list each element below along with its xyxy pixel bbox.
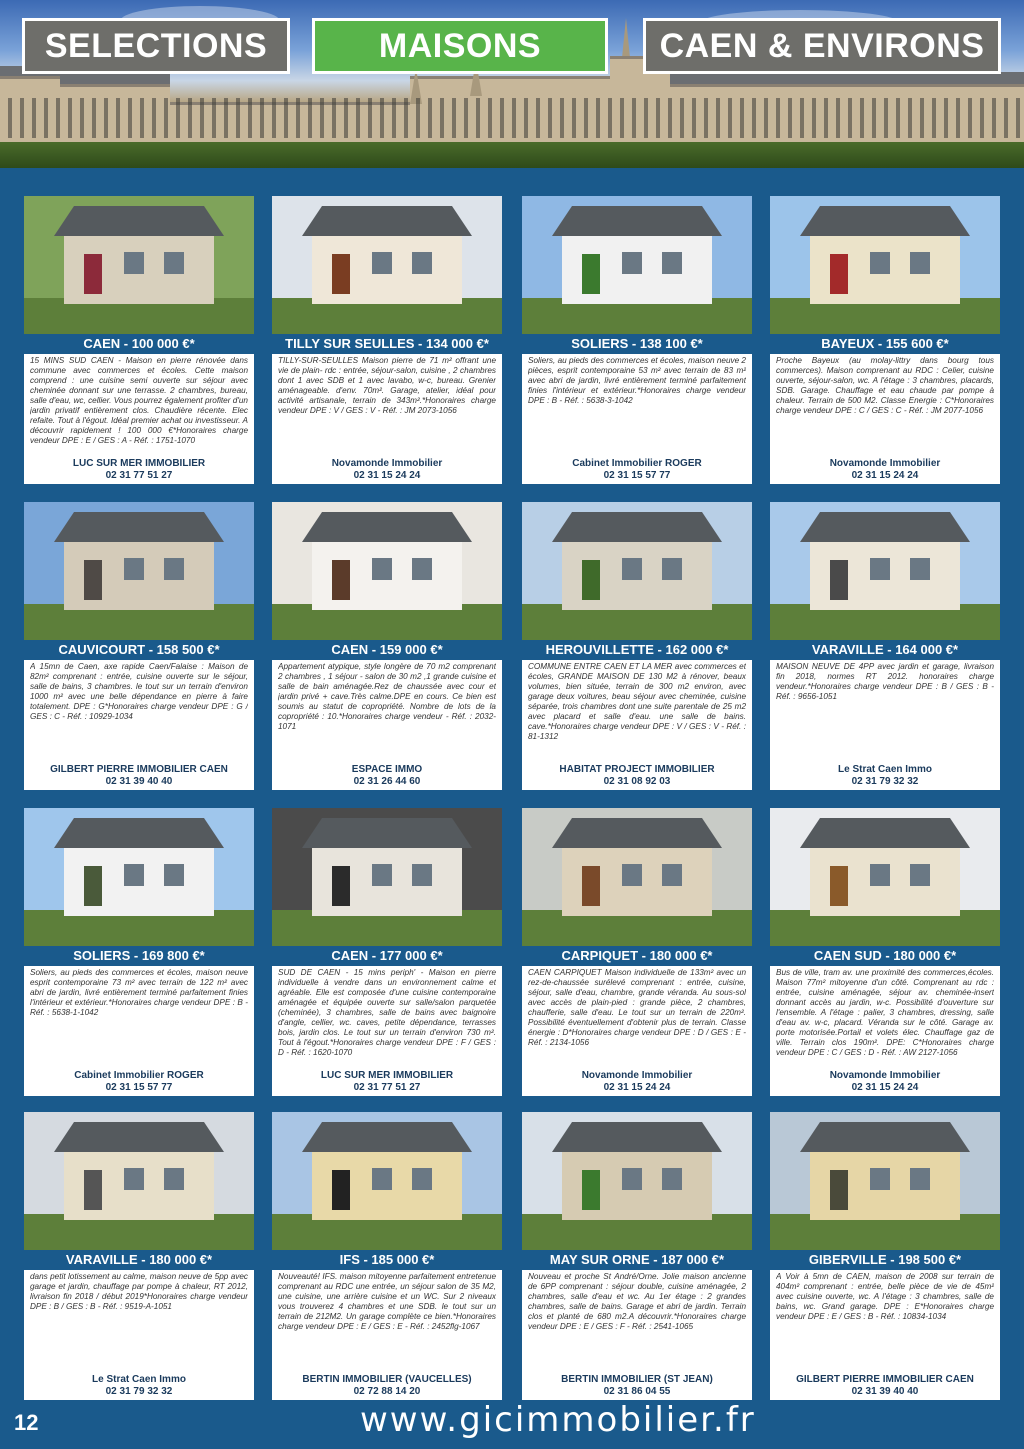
listing-title[interactable]: IFS - 185 000 €* — [272, 1250, 502, 1270]
listing-title[interactable]: TILLY SUR SEULLES - 134 000 €* — [272, 334, 502, 354]
listing-description: dans petit lotissement au calme, maison neuve de 5pp avec garage et jardin, chauffage par pompe à chaleur, RT 2012, livraison fin 2018 / début 2019*Honoraires charge vendeur DPE : B / GES : B - Réf. : 9519-A-1051 — [30, 1272, 248, 1311]
listing-agency: LUC SUR MER IMMOBILIER — [320, 1070, 454, 1081]
listing-agency: Novamonde Immobilier — [331, 458, 443, 469]
listing-card[interactable] — [522, 808, 752, 1096]
listing-description: A Voir à 5mn de CAEN, maison de 2008 sur terrain de 404m² comprenant : entrée, belle pièce de vie de 45m² avec cuisine ouverte, wc. A l'étage : 3 chambres, salle de bains, wc. Grand garage. DPE : E*Honoraires charge vendeur DPE : E / GES : B - Réf. : 10834-1034 — [776, 1272, 994, 1321]
listing-description: Bus de ville, tram av. une proximité des commerces,écoles. Maison 77m² mitoyenne d'un côté. Comprenant au rdc : entrée, cuisine aménagée, séjour av. cheminée-insert donnant accès au jardin, w-c. Possibilité d'ouverture sur l'ensemble. A l'étage : palier, 3 chambres, dressing, salle d'eau av. w-c, placard. Véranda sur le côté. Garage av. porte motorisée.Portail et volets élec. Chauffage gaz de ville. Terrain clos 190m². DPE: C*Honoraires charge vendeur DPE : C / GES : D - Réf. : AW 2127-1056 — [776, 968, 994, 1057]
listing-title[interactable]: MAY SUR ORNE - 187 000 €* — [522, 1250, 752, 1270]
listing-photo[interactable] — [522, 502, 752, 640]
listing-title[interactable]: SOLIERS - 138 100 €* — [522, 334, 752, 354]
listing-description: Soliers, au pieds des commerces et écoles, maison neuve esprit contemporaine 73 m² avec terrain de 122 m² avec abri de jardin, livré entièrement terminé parfaitement finies l'intérieur et extérieur.*Honoraires charge vendeur DPE : B - Réf. : 5638-1-1042 — [30, 968, 248, 1017]
listing-phone[interactable]: 02 31 26 44 60 — [353, 776, 421, 787]
listing-agency: Le Strat Caen Immo — [92, 1374, 186, 1385]
listing-card[interactable] — [522, 1112, 752, 1400]
listing-agency: Le Strat Caen Immo — [838, 764, 932, 775]
listing-title[interactable]: VARAVILLE - 164 000 €* — [770, 640, 1000, 660]
listing-title[interactable]: CAUVICOURT - 158 500 €* — [24, 640, 254, 660]
listing-description: Nouveau et proche St André/Orne. Jolie maison ancienne de 6PP comprenant : séjour double, cuisine aménagée, 2 chambres, salle d'eau et wc. Au 1er étage : 2 grandes chambres, salle de bains. Garage et abri de jardin. Terrain clos et planté de 680 m2.A découvrir.*Honoraires charge vendeur DPE : E / GES : F - Réf. : 2541-1065 — [528, 1272, 746, 1331]
listing-phone[interactable]: 02 72 88 14 20 — [353, 1386, 421, 1397]
listing-card[interactable] — [24, 502, 254, 790]
listing-agency: HABITAT PROJECT IMMOBILIER — [559, 764, 715, 775]
listing-title[interactable]: CAEN - 177 000 €* — [272, 946, 502, 966]
listing-phone[interactable]: 02 31 86 04 55 — [603, 1386, 671, 1397]
listing-photo[interactable] — [272, 808, 502, 946]
listing-card[interactable] — [770, 1112, 1000, 1400]
listing-photo[interactable] — [272, 502, 502, 640]
listing-agency: LUC SUR MER IMMOBILIER — [72, 458, 206, 469]
listing-title[interactable]: CAEN - 159 000 €* — [272, 640, 502, 660]
listing-phone[interactable]: 02 31 79 32 32 — [851, 776, 919, 787]
header-maisons-label: MAISONS — [312, 18, 608, 74]
listing-title[interactable]: VARAVILLE - 180 000 €* — [24, 1250, 254, 1270]
listing-phone[interactable]: 02 31 15 24 24 — [353, 470, 421, 481]
listing-photo[interactable] — [272, 1112, 502, 1250]
listing-description: Proche Bayeux (au molay-littry dans bourg tous commerces). Maison comprenant au RDC : Celier, cuisine ouverte, séjour-salon, wc. A l'étage : 3 chambres, placards, SDB. Garage. Chauffage et eau chaude par pompe à chaleur. Terrain de 500 M2. Classe Energie : C*Honoraires charge vendeur DPE : C / GES : C - Réf. : JM 2077-1056 — [776, 356, 994, 415]
listing-card[interactable] — [24, 1112, 254, 1400]
listing-agency: ESPACE IMMO — [351, 764, 423, 775]
listing-phone[interactable]: 02 31 15 57 77 — [105, 1082, 173, 1093]
listing-phone[interactable]: 02 31 79 32 32 — [105, 1386, 173, 1397]
listing-photo[interactable] — [24, 808, 254, 946]
listing-phone[interactable]: 02 31 77 51 27 — [353, 1082, 421, 1093]
listing-agency: Cabinet Immobilier ROGER — [572, 458, 702, 469]
listing-description: CAEN CARPIQUET Maison individuelle de 133m² avec un rez-de-chaussée surélevé comprenant : entrée, cuisine, séjour, salle d'eau, chambre, grande véranda. Au sous-sol avec accès de plain-pied : grande pièce, 2 chambres, chaufferie, salle d'eau. Le tout sur un terrain de 220m². Possibilité éventuellement d'obtenir plus de terrain. Classe énergie : D*Honoraires charge vendeur DPE : D / GES : E - Réf. : 2134-1056 — [528, 968, 746, 1047]
listing-agency: Novamonde Immobilier — [829, 1070, 941, 1081]
listing-card[interactable] — [770, 502, 1000, 790]
listing-title[interactable]: CAEN SUD - 180 000 €* — [770, 946, 1000, 966]
listing-photo[interactable] — [24, 196, 254, 334]
listing-card[interactable] — [272, 1112, 502, 1400]
listing-title[interactable]: SOLIERS - 169 800 €* — [24, 946, 254, 966]
listing-photo[interactable] — [770, 196, 1000, 334]
listing-photo[interactable] — [522, 196, 752, 334]
listing-photo[interactable] — [770, 808, 1000, 946]
listing-phone[interactable]: 02 31 39 40 40 — [105, 776, 173, 787]
listing-description: Appartement atypique, style longère de 70 m2 comprenant 2 chambres , 1 séjour - salon de 30 m2 ,1 grande cuisine et salle de bain aménagée.Rez de chaussée avec cour et jardin privé + cave.Très calme.DPE en cours. Ce bien est soumis au statut de copropriété. Nombre de lots de la copropriété : 10.*Honoraires charge vendeur - Réf. : 2032-1071 — [278, 662, 496, 731]
listing-agency: Novamonde Immobilier — [581, 1070, 693, 1081]
header-selections-label: SELECTIONS — [22, 18, 290, 74]
listing-title[interactable]: HEROUVILLETTE - 162 000 €* — [522, 640, 752, 660]
listing-phone[interactable]: 02 31 08 92 03 — [603, 776, 671, 787]
listing-agency: Novamonde Immobilier — [829, 458, 941, 469]
listing-card[interactable] — [272, 502, 502, 790]
listing-phone[interactable]: 02 31 15 24 24 — [851, 470, 919, 481]
listing-card[interactable] — [770, 196, 1000, 484]
listing-description: COMMUNE ENTRE CAEN ET LA MER avec commerces et écoles, GRANDE MAISON DE 130 M2 à rénover, beaux volumes, bien située, terrain de 300 m2 environ, avec garage deux voitures, beau séjour avec cheminée, cuisine séparée, trois chambres dont une suite parentale de 25 m2 avec placard et salle d'eau. une salle de bains. cave.*Honoraires charge vendeur DPE : V / GES : V - Réf. : 81-1312 — [528, 662, 746, 741]
listing-agency: GILBERT PIERRE IMMOBILIER CAEN — [50, 764, 228, 775]
listing-card[interactable] — [272, 808, 502, 1096]
listing-agency: BERTIN IMMOBILIER (ST JEAN) — [561, 1374, 713, 1385]
listing-photo[interactable] — [770, 1112, 1000, 1250]
listing-photo[interactable] — [770, 502, 1000, 640]
listing-photo[interactable] — [24, 1112, 254, 1250]
listing-title[interactable]: BAYEUX - 155 600 €* — [770, 334, 1000, 354]
listing-phone[interactable]: 02 31 15 57 77 — [603, 470, 671, 481]
listing-photo[interactable] — [522, 1112, 752, 1250]
page-number: 12 — [14, 1410, 39, 1435]
listing-phone[interactable]: 02 31 15 24 24 — [851, 1082, 919, 1093]
listing-agency: BERTIN IMMOBILIER (VAUCELLES) — [302, 1374, 472, 1385]
listing-phone[interactable]: 02 31 15 24 24 — [603, 1082, 671, 1093]
listing-description: SUD DE CAEN - 15 mins periph' - Maison en pierre individuelle à vendre dans un environnement calme et agréable. Elle est composée d'une cuisine contemporaine aménagée et équipée ouverte sur salle/salon parquetée (cheminée), 3 chambres, salle de bains avec baignoire d'angle, cellier, wc. caves, petite dépendance, terrasses bois, jardin clos. Le tout sur un terrain d'environ 730 m². Tout à l'égout.*Honoraires charge vendeur DPE : F / GES : D - Réf. : 1620-1070 — [278, 968, 496, 1057]
listing-photo[interactable] — [522, 808, 752, 946]
listing-card[interactable] — [272, 196, 502, 484]
listing-photo[interactable] — [272, 196, 502, 334]
listing-card[interactable] — [770, 808, 1000, 1096]
header-caen-label: CAEN & ENVIRONS — [643, 18, 1001, 74]
listing-card[interactable] — [24, 808, 254, 1096]
listing-card[interactable] — [522, 196, 752, 484]
listing-description: A 15mn de Caen, axe rapide Caen/Falaise : Maison de 82m² comprenant : entrée, cuisine ouverte sur le séjour, salle de bains, 3 chambres. le tout sur un terrain d'environ 1000 m² avec une belle dépendance en pierre à faire totalement. DPE : G*Honoraires charge vendeur DPE : G / GES : C - Réf. : 10929-1034 — [30, 662, 248, 721]
listing-card[interactable] — [24, 196, 254, 484]
listing-title[interactable]: CARPIQUET - 180 000 €* — [522, 946, 752, 966]
listing-title[interactable]: GIBERVILLE - 198 500 €* — [770, 1250, 1000, 1270]
listing-description: MAISON NEUVE DE 4PP avec jardin et garage, livraison fin 2018, normes RT 2012. honoraires charge vendeur.*Honoraires charge vendeur DPE : B / GES : B - Réf. : 9656-1051 — [776, 662, 994, 701]
listing-description: Nouveauté! IFS. maison mitoyenne parfaitement entretenue comprenant au RDC une entrée, un séjour salon de 35 M2, une cuisine, une arrière cuisine et un WC. Sur 2 niveaux vous trouverez 4 chambres et une SDB. le tout sur un terrain de 212M2. Un garage complète ce bien.*Honoraires charge vendeur DPE : E / GES : E - Réf. : 2452flg-1067 — [278, 1272, 496, 1331]
listing-agency: GILBERT PIERRE IMMOBILIER CAEN — [796, 1374, 974, 1385]
listing-photo[interactable] — [24, 502, 254, 640]
listing-title[interactable]: CAEN - 100 000 €* — [24, 334, 254, 354]
listing-description: 15 MINS SUD CAEN - Maison en pierre rénovée dans commune avec commerces et écoles. Cette maison comprend : une cuisine semi ouverte sur séjour avec cheminée donnant sur une terrasse. 2 chambres, bureau, salle d'eau, wc, cellier. Vous pourrez également profiter d'un jardin privatif entièrement clos. Chaudière récente. Elec refaite. Tout à l'égout. Idéal premier achat ou investisseur. A découvrir rapidement ! 100 000 €*Honoraires charge vendeur DPE : E / GES : A - Réf. : 1751-1070 — [30, 356, 248, 445]
listing-description: TILLY-SUR-SEULLES Maison pierre de 71 m² offrant une vie de plain- rdc : entrée, séjour-salon, cuisine , 2 chambres dont 1 avec SDB et 1 avec lavabo, w-c, bureau. Grenier aménageable. d'env. 70m². Garage, atelier, idéal pour activité artisanale, terrain de 343m².*Honoraires charge vendeur DPE : V / GES : V - Réf. : JM 2073-1056 — [278, 356, 496, 415]
website-url[interactable]: www.gicimmobilier.fr — [360, 1400, 756, 1440]
listing-agency: Cabinet Immobilier ROGER — [74, 1070, 204, 1081]
listing-phone[interactable]: 02 31 39 40 40 — [851, 1386, 919, 1397]
listing-phone[interactable]: 02 31 77 51 27 — [105, 470, 173, 481]
listing-description: Soliers, au pieds des commerces et écoles, maison neuve 2 pièces, esprit contemporaine 53 m² avec terrain de 83 m² avec abri de jardin, livré entièrement terminé parfaitement finies l'intérieur et extérieur.*Honoraires charge vendeur DPE : B - Réf. : 5638-3-1042 — [528, 356, 746, 405]
listing-card[interactable] — [522, 502, 752, 790]
